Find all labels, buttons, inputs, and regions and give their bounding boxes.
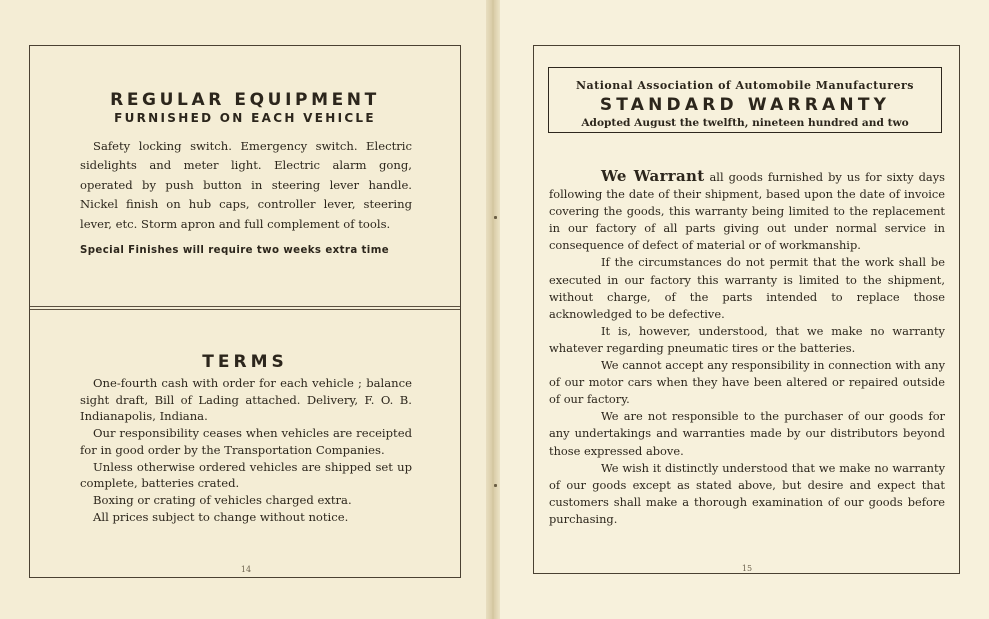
warranty-paragraph: We wish it distinctly understood that we make no warranty of our goods except as stated above, but desire and expect that customers shall make a thorough examination of our goods before purchasing.	[549, 460, 945, 526]
terms-paragraph: All prices subject to change without notice.	[93, 509, 349, 524]
page-number-left: 14	[240, 565, 252, 574]
warranty-paragraph: If the circumstances do not permit that the work shall be executed in our factory this warranty is limited to the shipment, without charge, of the parts intended to replace those acknowledged to be defective.	[549, 255, 945, 321]
terms-paragraph: Our responsibility ceases when vehicles are receipted for in good order by the Transportation Companies.	[80, 426, 412, 457]
binding-mark	[494, 216, 497, 219]
page-number-right: 15	[741, 564, 753, 573]
equipment-body: Safety locking switch. Emergency switch. Electric sidelights and meter light. Electric alarm gong, operated by push button in steering lever handle. Nickel finish on hub caps, controller lever, steering lever, etc. Storm apron and full complement of tools.	[80, 139, 412, 231]
warranty-body	[549, 168, 945, 528]
terms-paragraph: Unless otherwise ordered vehicles are shipped set up complete, batteries crated.	[80, 459, 412, 491]
warranty-paragraph: We are not responsible to the purchaser of our goods for any undertakings and warranties made by our distributors beyond those expressed above.	[549, 409, 945, 458]
binding-mark	[494, 484, 497, 487]
special-finishes-note: Special Finishes will require two weeks extra time	[80, 245, 390, 256]
equipment-title: REGULAR EQUIPMENT	[110, 90, 380, 110]
association-name: National Association of Automobile Manufacturers	[575, 79, 914, 92]
section-divider	[30, 306, 460, 310]
terms-paragraph: One-fourth cash with order for each vehicle ; balance sight draft, Bill of Lading attached. Delivery, F. O. B. Indianapolis, Indiana.	[80, 376, 412, 424]
warranty-header-box	[548, 67, 942, 133]
terms-body	[80, 375, 412, 525]
warranty-title: STANDARD WARRANTY	[599, 95, 891, 115]
equipment-subtitle: FURNISHED ON EACH VEHICLE	[114, 111, 376, 125]
warranty-first-text: all goods furnished by us for sixty days following the date of their shipment, based upon the date of invoice covering the goods, this warranty being limited to the replacement in our factory of all parts giving out under normal service in consequence of defect of material or of workmanship.	[549, 170, 946, 253]
warranty-lead: We Warrant	[601, 167, 705, 185]
adoption-date: Adopted August the twelfth, nineteen hundred and two	[581, 117, 909, 129]
book-gutter	[486, 0, 500, 619]
warranty-paragraph: It is, however, understood, that we make no warranty whatever regarding pneumatic tires or the batteries.	[549, 323, 945, 355]
terms-paragraph: Boxing or crating of vehicles charged extra.	[93, 492, 352, 507]
warranty-paragraph: We cannot accept any responsibility in connection with any of our motor cars when they have been altered or repaired outside of our factory.	[549, 358, 945, 407]
terms-title: TERMS	[202, 352, 288, 372]
warranty-paragraph	[549, 168, 945, 254]
